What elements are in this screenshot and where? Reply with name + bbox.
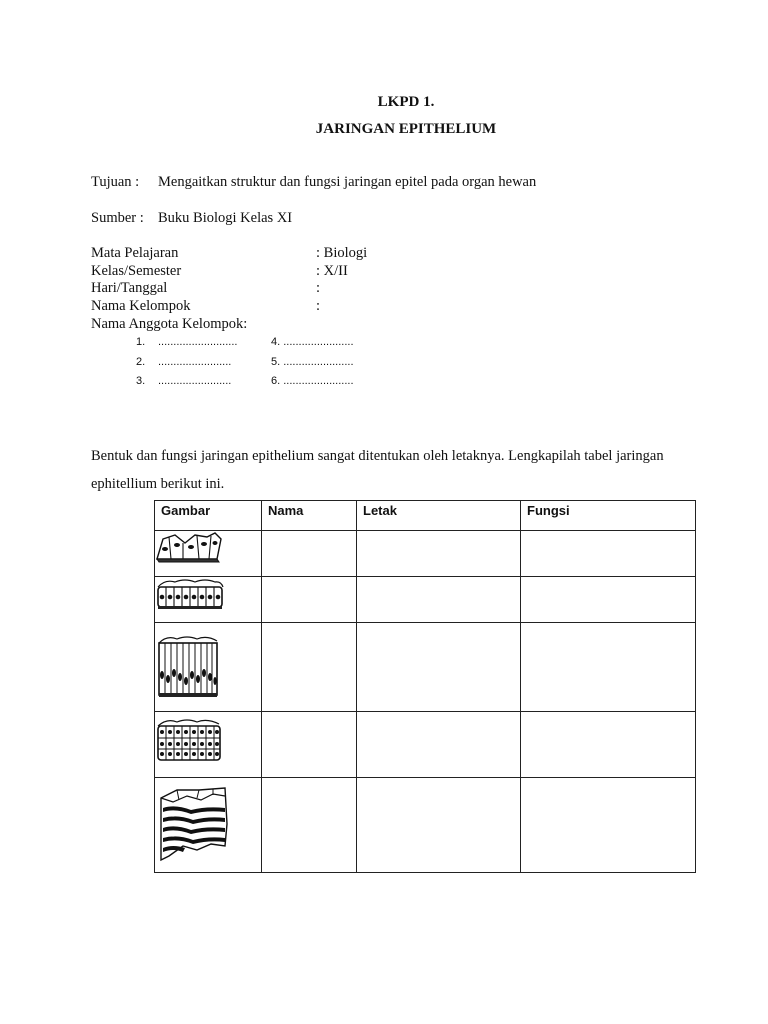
members-label: Nama Anggota Kelompok: — [91, 316, 248, 332]
nama-cell[interactable] — [262, 712, 357, 778]
instruction-line-2: ephitellium berikut ini. — [91, 476, 225, 492]
member-2-number: 2. — [136, 356, 146, 368]
info-value-kelas: : X/II — [316, 263, 348, 279]
gambar-cell — [155, 778, 262, 873]
stratified-squamous-icon — [155, 784, 231, 864]
gambar-cell — [155, 623, 262, 712]
letak-cell[interactable] — [357, 531, 521, 577]
nama-cell[interactable] — [262, 623, 357, 712]
member-1-number: 1. — [136, 336, 146, 348]
fungsi-cell[interactable] — [521, 712, 696, 778]
worksheet-title: JARINGAN EPITHELIUM — [315, 121, 497, 137]
stratified-cuboidal-icon — [155, 716, 223, 764]
letak-cell[interactable] — [357, 577, 521, 623]
nama-cell[interactable] — [262, 778, 357, 873]
table-row — [155, 623, 696, 712]
gambar-cell — [155, 577, 262, 623]
gambar-cell — [155, 531, 262, 577]
sumber-value: Buku Biologi Kelas XI — [158, 210, 293, 226]
info-label-kelompok: Nama Kelompok — [91, 298, 191, 314]
letak-cell[interactable] — [357, 623, 521, 712]
member-3-blank: ........................ — [158, 375, 232, 387]
info-value-mapel: : Biologi — [316, 245, 368, 261]
table-row — [155, 577, 696, 623]
nama-cell[interactable] — [262, 531, 357, 577]
letak-cell[interactable] — [357, 712, 521, 778]
header-nama: Nama — [262, 501, 357, 531]
info-value-kelompok: : — [316, 298, 321, 314]
tujuan-label: Tujuan : — [91, 174, 140, 190]
epithelium-table — [154, 500, 696, 873]
table-row — [155, 778, 696, 873]
header-letak: Letak — [357, 501, 521, 531]
columnar-epithelium-icon — [155, 635, 221, 699]
nama-cell[interactable] — [262, 577, 357, 623]
table-header-row — [155, 501, 696, 531]
member-5-line: 5. ....................... — [271, 356, 354, 368]
tujuan-value: Mengaitkan struktur dan fungsi jaringan epitel pada organ hewan — [158, 174, 537, 190]
gambar-cell — [155, 712, 262, 778]
member-3-number: 3. — [136, 375, 146, 387]
fungsi-cell[interactable] — [521, 577, 696, 623]
info-value-tanggal: : — [316, 280, 321, 296]
info-label-kelas: Kelas/Semester — [91, 263, 182, 279]
instruction-line-1: Bentuk dan fungsi jaringan epithelium sangat ditentukan oleh letaknya. Lengkapilah tabel jaringan — [91, 448, 664, 464]
cuboidal-epithelium-icon — [155, 577, 225, 611]
info-label-mapel: Mata Pelajaran — [91, 245, 179, 261]
header-fungsi: Fungsi — [521, 501, 696, 531]
squamous-epithelium-icon — [155, 531, 223, 563]
sumber-label: Sumber : — [91, 210, 144, 226]
fungsi-cell[interactable] — [521, 531, 696, 577]
fungsi-cell[interactable] — [521, 778, 696, 873]
member-2-blank: ........................ — [158, 356, 232, 368]
info-label-tanggal: Hari/Tanggal — [91, 280, 168, 296]
member-4-line: 4. ....................... — [271, 336, 354, 348]
table-row — [155, 531, 696, 577]
member-6-line: 6. ....................... — [271, 375, 354, 387]
fungsi-cell[interactable] — [521, 623, 696, 712]
worksheet-number: LKPD 1. — [377, 94, 435, 110]
header-gambar: Gambar — [155, 501, 262, 531]
letak-cell[interactable] — [357, 778, 521, 873]
table-row — [155, 712, 696, 778]
member-1-blank: .......................... — [158, 336, 238, 348]
